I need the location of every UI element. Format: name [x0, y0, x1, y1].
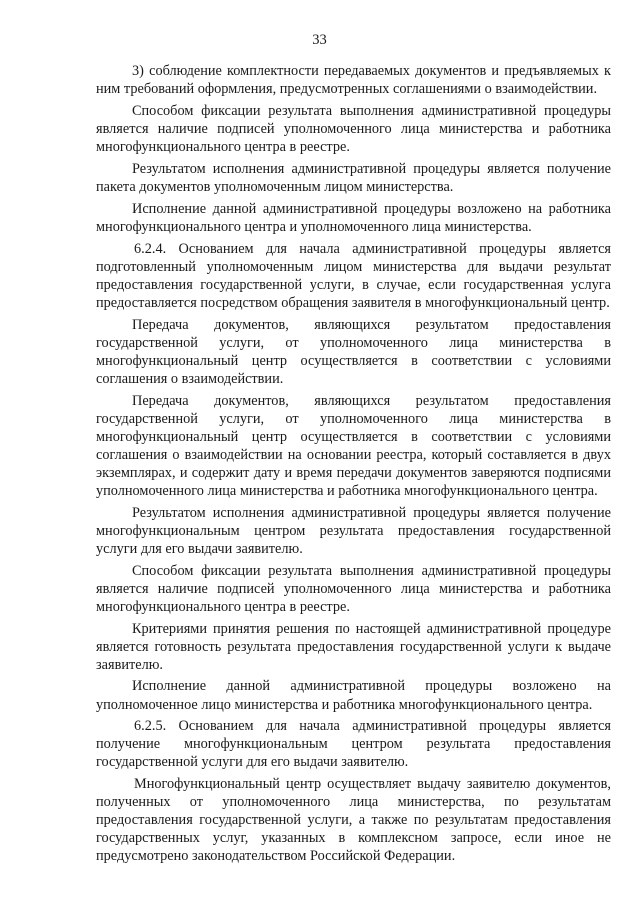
page-number: 33 [312, 32, 327, 48]
paragraph-procedure-result-mfc: Результатом исполнения административной процедуры является получение многофункциональным центром результата предоставления государственной услуги для его выдачи заявителю. [96, 504, 611, 557]
paragraph-procedure-execution: Исполнение данной административной процедуры возложено на работника многофункционального центра и уполномоченного лица министерства. [96, 200, 611, 235]
paragraph-6-2-4: 6.2.4. Основанием для начала административной процедуры является подготовленный уполномоченным лицом министерства для выдачи результат предоставления государственной услуги, в случае, если государственная услуга предоставляется посредством обращения заявителя в многофункциональный центр. [96, 240, 611, 311]
paragraph-decision-criteria: Критериями принятия решения по настоящей административной процедуре является готовность результата предоставления государственной услуги к выдаче заявителю. [96, 620, 611, 673]
paragraph-mfc-issuance: Многофункциональный центр осуществляет выдачу заявителю документов, полученных от уполномоченного лица министерства, по результатам предоставления государственной услуги, а также по результатам предоставления государственных услуг, указанных в комплексном запросе, если иное не предусмотрено законодательством Российской Федерации. [96, 776, 611, 865]
paragraph-fixation-method: Способом фиксации результата выполнения административной процедуры является наличие подписей уполномоченного лица министерства и работника многофункционального центра в реестре. [96, 102, 611, 155]
paragraph-fixation-method-registry: Способом фиксации результата выполнения административной процедуры является наличие подписей уполномоченного лица министерства и работника многофункционального центра в реестре. [96, 562, 611, 615]
paragraph-procedure-execution-mfc: Исполнение данной административной процедуры возложено на уполномоченное лицо министерства и работника многофункционального центра. [96, 678, 611, 713]
paragraph-procedure-result: Результатом исполнения административной процедуры является получение пакета документов уполномоченным лицом министерства. [96, 160, 611, 195]
document-body [96, 62, 611, 869]
paragraph-document-transfer: Передача документов, являющихся результатом предоставления государственной услуги, от уполномоченного лица министерства в многофункциональный центр осуществляется в соответствии с условиями соглашения о взаимодействии. [96, 316, 611, 387]
paragraph-document-transfer-registry: Передача документов, являющихся результатом предоставления государственной услуги, от уполномоченного лица министерства в многофункциональный центр осуществляется в соответствии с условиями соглашения о взаимодействии на основании реестра, который составляется в двух экземплярах, и содержит дату и время передачи документов заверяются подписями уполномоченного лица министерства и работника многофункционального центра. [96, 392, 611, 499]
paragraph-item-3: 3) соблюдение комплектности передаваемых документов и предъявляемых к ним требований оформления, предусмотренных соглашениями о взаимодействии. [96, 63, 611, 98]
paragraph-6-2-5: 6.2.5. Основанием для начала административной процедуры является получение многофункциональным центром результата предоставления государственной услуги для его выдачи заявителю. [96, 718, 611, 771]
